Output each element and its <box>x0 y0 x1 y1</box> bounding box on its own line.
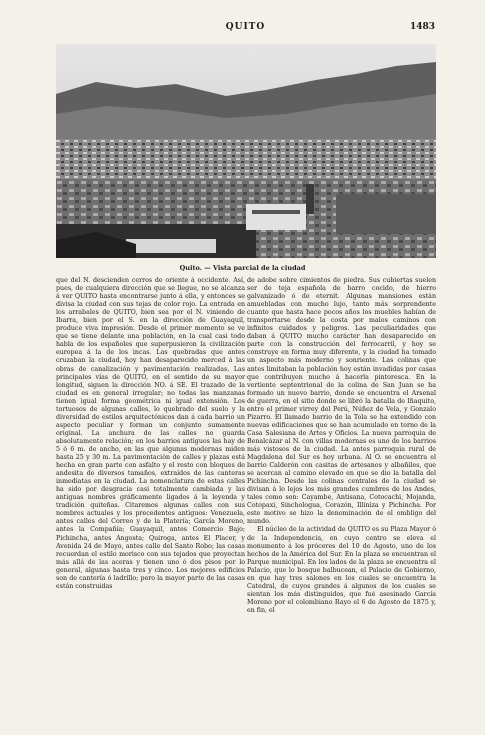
city-photo-image <box>56 44 436 258</box>
left-column <box>56 277 245 591</box>
right-column-paragraph-1: de adobe sobre cimientos de piedra. Sus cubiertas suelen ser de teja española de barro cocido, de hierro galvanizado ó de eternit. Algunas mansiones están amuebladas con mucho lujo, tanto más sorprendente cuanto que hasta hace pocos años los muebles habían de transportarse desde la costa por malos caminos con infinitos cuidados y peligros. Las peculiaridades que daban á QUITO mucho carácter han desaparecido en parte con la construcción del ferrocarril, y hoy se construye en forma muy diferente, y la ciudad ha tomado un aspecto más moderno y sonriente. Las colinas que antes limitaban la población hoy están invadidas por casas que contribuyen mucho á hacerla pintoresca. En la vertiente septentrional de la colina de San Juan se ha formado un nuevo barrio, donde se encuentra el Arsenal de guerra, en el sitio donde se libró la batalla de Iñaquito, entre el primer virrey del Perú, Núñez de Vela, y Gonzalo Pizarro. El llamado barrio de la Tola se ha extendido con nuevas edificaciones que se han acumulado en torno de la Casa Salesiana de Artes y Oficios. La nueva parroquia de Benalcázar al N. con villas modernas es uno de los barrios más vistosos de la ciudad. La antes parroquia rural de Magdalena del Sur es hoy urbana. Al O. se encuentra el barrio Calderón con casitas de artesanos y albañiles, que se acercan al camino elevado en que se dio la batalla del Pichincha. Desde las colinas centrales de la ciudad se divisan á lo lejos los más grandes cumbres de los Andes, tales como son: Cayambe, Antisana, Cotocachi, Mojanda, Cotopaxi, Sinchologua, Corazón, Illiniza y Pichincha. Por este motivo se hizo la denominación de el ombligo del mundo. <box>247 277 436 526</box>
right-column <box>247 277 436 615</box>
page-header <box>56 22 435 36</box>
figure-caption: Quito. — Vista parcial de la ciudad <box>179 264 306 272</box>
page-number: 1483 <box>409 22 435 32</box>
left-column-paragraph: que del N. descienden cerros de oriente á occidente. Así, pues, de cualquiera dirección que se llegue, no se alcanza á ver QUITO hasta encontrarse junto á ella, y entonces se divisa la ciudad con sus tejas de color rojo. La entrada en los arrabales de QUITO, bien sea por el N. viniendo de Ibarra, bien por el S. en la dirección de Guayaquil, produce viva impresión. Desde el primer momento se ve que se tiene delante una población, en la cual casi todo habla de los españoles que superpusieron la civilización europea á la de los incas. Las quebradas que antes cruzaban la ciudad, hoy han desaparecido merced á las obras de canalización y pavimentación realizadas. Las principales vías de QUITO, en el sentido de su mayor longitud, siguen la dirección NO. á SE. El trazado de la ciudad es en general irregular; no todas las manzanas tienen igual forma geométrica ni igual extensión. Los tortuosos de algunas calles, lo quebrado del suelo y la diversidad de estilos arquitectónicos dan á cada barrio un aspecto peculiar y forman un conjunto sumamente original. La anchura de las calles no guarda absolutamente relación; en los barrios antiguos las hay de 5 ó 6 m. de ancho, en las que algunas modernas miden hasta 25 y 30 m. La pavimentación de calles y plazas está hecha en gran parte con asfalto y el resto con bloques de andesita de diversos tamaños, extraídos de las canteras inmediatas en la ciudad. La nomenclatura de estas calles ha sido por desgracia casi totalmente cambiada y las antiguas nombres gráficamente ligados á la leyenda y tradición quiteñas. Citaremos algunas calles con sus nombres actuales y los precedentes antiguos: Venezuela, antes calles del Correo y de la Platería; García Moreno, antes la Compañía; Guayaquil, antes Comercio Bajo; Pichincha, antes Angosta; Quiroga, antes El Placer, y Avenida 24 de Mayo, antes calle del Santo Robo; las casas recuerdan el estilo morisco con sus tejados que proyectan más allá de las aceras y tienen uno ó dos pisos por lo general, algunas hasta tres y cinco. Los mejores edificios son de cantería ó ladrillo; pero la mayor parte de las casas están construidas <box>56 277 245 590</box>
right-column-paragraph-2: El núcleo de la actividad de QUITO es su Plaza Mayor ó de la Independencia, en cuyo centro se eleva el monumento á los próceres del 10 de Agosto, uno de los hechos de la América del Sur. En la plaza se encuentran el Parque municipal. En los lados de la plaza se encuentra el Palacio, que lo bosque balbucean, el Palacio de Gobierno, en que hay tres salones en los cuales se encuentra la Catedral, de cuyos grandes á algunos de los cuales se sientan los más distinguidos, que fué asesinado García Moreno por el colombiano Rayo el 6 de Agosto de 1875 y, en fin, el <box>247 526 436 614</box>
city-photograph <box>56 44 436 258</box>
running-title: QUITO <box>225 22 266 32</box>
